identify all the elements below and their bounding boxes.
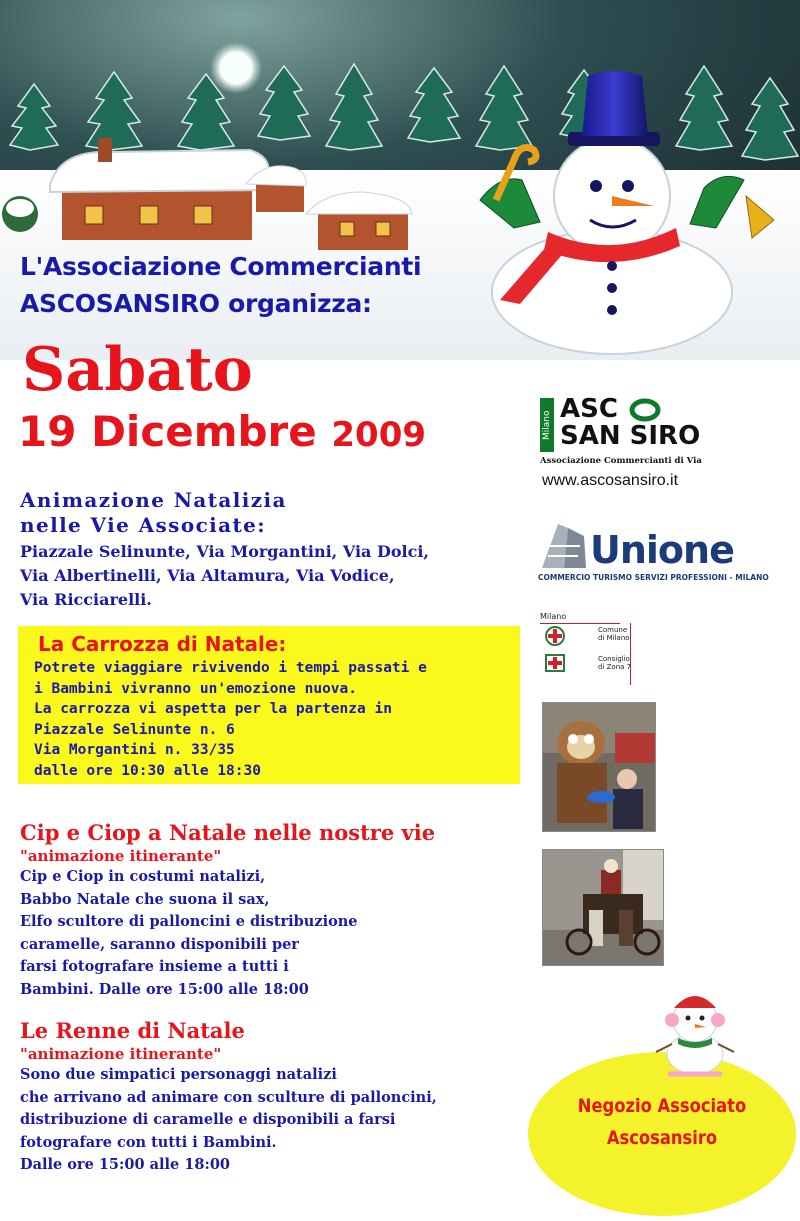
renne-line: distribuzione di caramelle e disponibili a farsi [20, 1111, 396, 1129]
unione-logo-building-icon [538, 516, 590, 572]
animation-heading [20, 488, 287, 538]
snowman-mascot-icon [650, 980, 740, 1080]
associated-shop-line-1: Negozio Associato [577, 1095, 747, 1117]
milano-logo-rule [540, 623, 620, 624]
event-date-day-month: 19 Dicembre [18, 407, 317, 456]
animation-heading-line-1: Animazione Natalizia [20, 488, 287, 512]
organizer-line-2: ASCOSANSIRO organizza: [20, 289, 372, 318]
carriage-photo [542, 849, 664, 966]
cip-ciop-line: Elfo scultore di palloncini e distribuzione [20, 913, 358, 931]
street-list [20, 540, 520, 612]
street-line: Via Ricciarelli. [20, 590, 152, 609]
cip-ciop-details [20, 866, 520, 1002]
cip-ciop-line: Babbo Natale che suona il sax, [20, 890, 270, 908]
cip-ciop-section [20, 820, 520, 1002]
carriage-photo-image [543, 850, 663, 965]
asc-logo-line-2: SAN SIRO [560, 421, 701, 451]
carrozza-line: dalle ore 10:30 alle 18:30 [34, 762, 261, 779]
zona-crest-icon [544, 653, 566, 677]
renne-subtitle: "animazione itinerante" [20, 1045, 222, 1063]
animation-heading-line-2: nelle Vie Associate: [20, 513, 267, 537]
event-date [18, 405, 426, 462]
renne-section [20, 1018, 530, 1177]
renne-line: Dalle ore 15:00 alle 18:00 [20, 1156, 230, 1174]
comune-milano-logo [538, 611, 678, 687]
comune-line-2: di Milano [598, 634, 630, 642]
associated-shop-label [547, 1090, 777, 1154]
carrozza-line: Via Morgantini n. 33/35 [34, 742, 235, 758]
comune-line-1: Comune [598, 626, 628, 634]
cip-ciop-line: caramelle, saranno disponibili per [20, 935, 299, 953]
asc-logo-side-label: Milano [540, 398, 554, 452]
cip-ciop-line: farsi fotografare insieme a tutti i [20, 958, 289, 976]
street-line: Via Albertinelli, Via Altamura, Via Vodice, [20, 566, 395, 585]
asc-logo-line-1: ASC [560, 394, 618, 424]
renne-line: che arrivano ad animare con sculture di palloncini, [20, 1088, 437, 1106]
asc-logo-ring-icon [628, 398, 662, 422]
cip-ciop-photo [542, 702, 656, 832]
carrozza-title: La Carrozza di Natale: [38, 632, 287, 656]
renne-details [20, 1064, 530, 1177]
milano-crest-icon [544, 625, 566, 647]
cip-ciop-line: Cip e Ciop in costumi natalizi, [20, 868, 266, 885]
event-year: 2009 [331, 415, 427, 455]
organizer-block [20, 248, 421, 322]
asc-logo-subtitle: Associazione Commercianti di Via [540, 456, 702, 466]
carrozza-details [34, 658, 519, 781]
carrozza-line: Piazzale Selinunte n. 6 [34, 721, 235, 738]
consiglio-line-2: di Zona 7 [598, 663, 632, 671]
cip-ciop-subtitle: "animazione itinerante" [20, 847, 222, 865]
renne-line: Sono due simpatici personaggi natalizi [20, 1066, 337, 1083]
carrozza-line: i Bambini vivranno un'emozione nuova. [34, 680, 358, 697]
event-day: Sabato [22, 335, 253, 405]
renne-title: Le Renne di Natale [20, 1018, 245, 1043]
cip-ciop-title: Cip e Ciop a Natale nelle nostre vie [20, 820, 436, 845]
milano-logo-title: Milano [540, 612, 567, 621]
asc-website-link[interactable]: www.ascosansiro.it [542, 472, 679, 489]
carrozza-line: Potrete viaggiare rivivendo i tempi passati e [34, 660, 427, 676]
cip-ciop-photo-image [543, 703, 655, 831]
renne-line: fotografare con tutti i Bambini. [20, 1133, 277, 1151]
organizer-line-1: L'Associazione Commercianti [20, 252, 422, 281]
unione-logo-wordmark: Unione [590, 528, 734, 572]
cip-ciop-line: Bambini. Dalle ore 15:00 alle 18:00 [20, 980, 309, 998]
consiglio-line-1: Consiglio [598, 655, 630, 663]
street-line: Piazzale Selinunte, Via Morgantini, Via Dolci, [20, 542, 429, 561]
unione-logo-subtitle: COMMERCIO TURISMO SERVIZI PROFESSIONI - MILANO [538, 573, 769, 582]
associated-shop-line-2: Ascosansiro [606, 1127, 718, 1149]
carrozza-line: La carrozza vi aspetta per la partenza in [34, 701, 392, 717]
comune-label [598, 626, 630, 642]
consiglio-label [598, 655, 631, 671]
milano-logo-divider [630, 623, 631, 685]
